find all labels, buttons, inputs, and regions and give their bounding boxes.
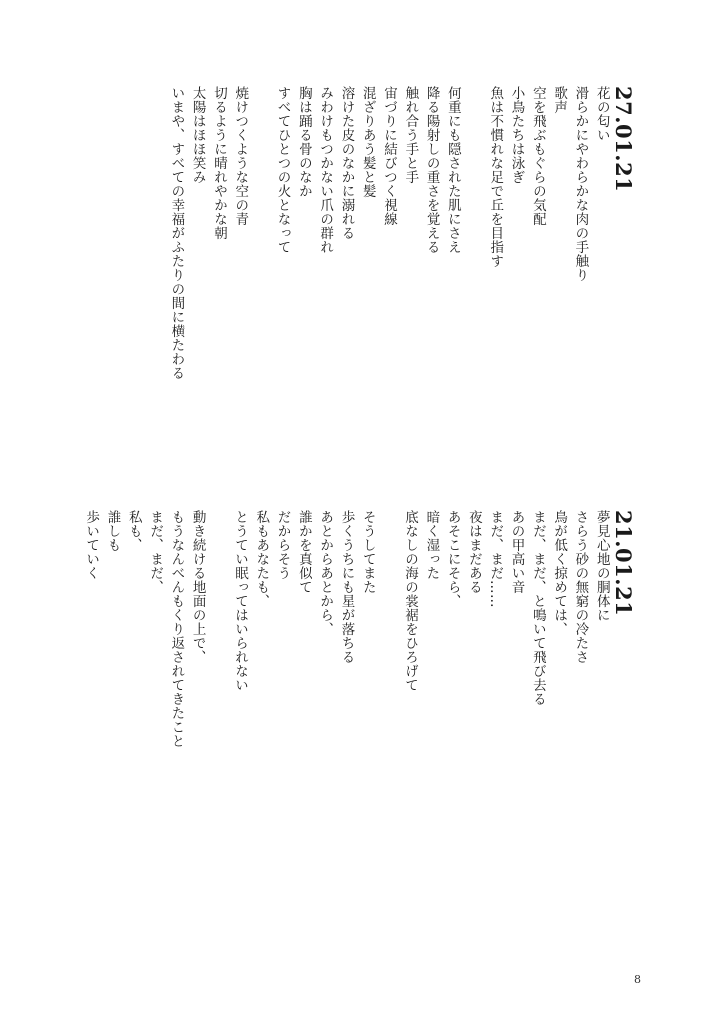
poem-line: 動き続ける地面の上で、 — [189, 510, 206, 664]
poem-line: とうてい眠ってはいられない — [231, 510, 248, 692]
poem-line: 誰かを真似て — [295, 510, 312, 594]
poem-line: 焼けつくような空の青 — [232, 86, 249, 226]
poem-line: 暗く湿った — [423, 510, 440, 580]
poem-line: 何重にも隠された肌にさえ — [444, 86, 461, 254]
poem-line: みわけもつかない爪の群れ — [317, 86, 334, 254]
poem-27-01-21 — [165, 86, 634, 516]
poem-line: 魚は不慣れな足で丘を目指す — [487, 86, 504, 268]
poem-date: 21.01.21 — [611, 510, 636, 617]
poem-line: まだ、まだ、と鳴いて飛び去る — [529, 510, 546, 706]
poem-date: 27.01.21 — [611, 86, 636, 193]
poem-line: 降る陽射しの重さを覚える — [423, 86, 440, 254]
stanza-gap — [208, 510, 229, 980]
page-number: 8 — [634, 973, 641, 986]
poem-line: 小鳥たちは泳ぎ — [508, 86, 525, 184]
poem-line: 花の匂い — [593, 86, 610, 142]
stanza-gap — [250, 86, 271, 516]
poem-line: いまや、すべての幸福がふたりの間に横たわる — [168, 86, 185, 380]
poem-line: 歩いていく — [83, 510, 100, 580]
poem-line: 切るように晴れやかな朝 — [210, 86, 227, 240]
poem-line: さらう砂の無窮の冷たさ — [572, 510, 589, 664]
stanza-gap — [463, 86, 484, 516]
poem-line: 歌声 — [551, 86, 568, 114]
poem-line: すべてひとつの火となって — [274, 86, 291, 254]
stanza-gap — [378, 510, 399, 980]
poem-21-01-21 — [80, 510, 634, 980]
poem-line: 鳥が低く掠めては、 — [551, 510, 568, 636]
poem-line: 溶けた皮のなかに溺れる — [338, 86, 355, 240]
poem-line: 歩くうちにも星が落ちる — [338, 510, 355, 664]
poem-line: 夢見心地の胴体に — [593, 510, 610, 622]
poem-line: 触れ合う手と手 — [402, 86, 419, 184]
poem-line: 太陽はほほ笑み — [189, 86, 206, 184]
poem-line: 夜はまだある — [465, 510, 482, 594]
poem-line: 底なしの海の裳裾をひろげて — [402, 510, 419, 692]
poem-line: 混ざりあう髪と髪 — [359, 86, 376, 198]
poem-line: あの甲高い音 — [508, 510, 525, 594]
poem-line: 誰しも — [104, 510, 121, 552]
poem-line: 滑らかにやわらかな肉の手触り — [572, 86, 589, 282]
poem-line: 宙づりに結びつく視線 — [381, 86, 398, 226]
poem-line: 私も、 — [125, 510, 142, 552]
poem-line: 私もあなたも、 — [253, 510, 270, 608]
poem-line: だからそう — [274, 510, 291, 580]
poem-line: 空を飛ぶもぐらの気配 — [529, 86, 546, 226]
poem-line: あとからあとから、 — [317, 510, 334, 636]
poem-line: 胸は踊る骨のなか — [295, 86, 312, 198]
poem-line: もうなんべんもくり返されてきたこと — [168, 510, 185, 748]
poem-line: あそこにそら、 — [444, 510, 461, 608]
poem-line: まだ、まだ、 — [147, 510, 164, 594]
poem-line: まだ、まだ…… — [487, 510, 504, 608]
poem-line: そうしてまた — [359, 510, 376, 594]
